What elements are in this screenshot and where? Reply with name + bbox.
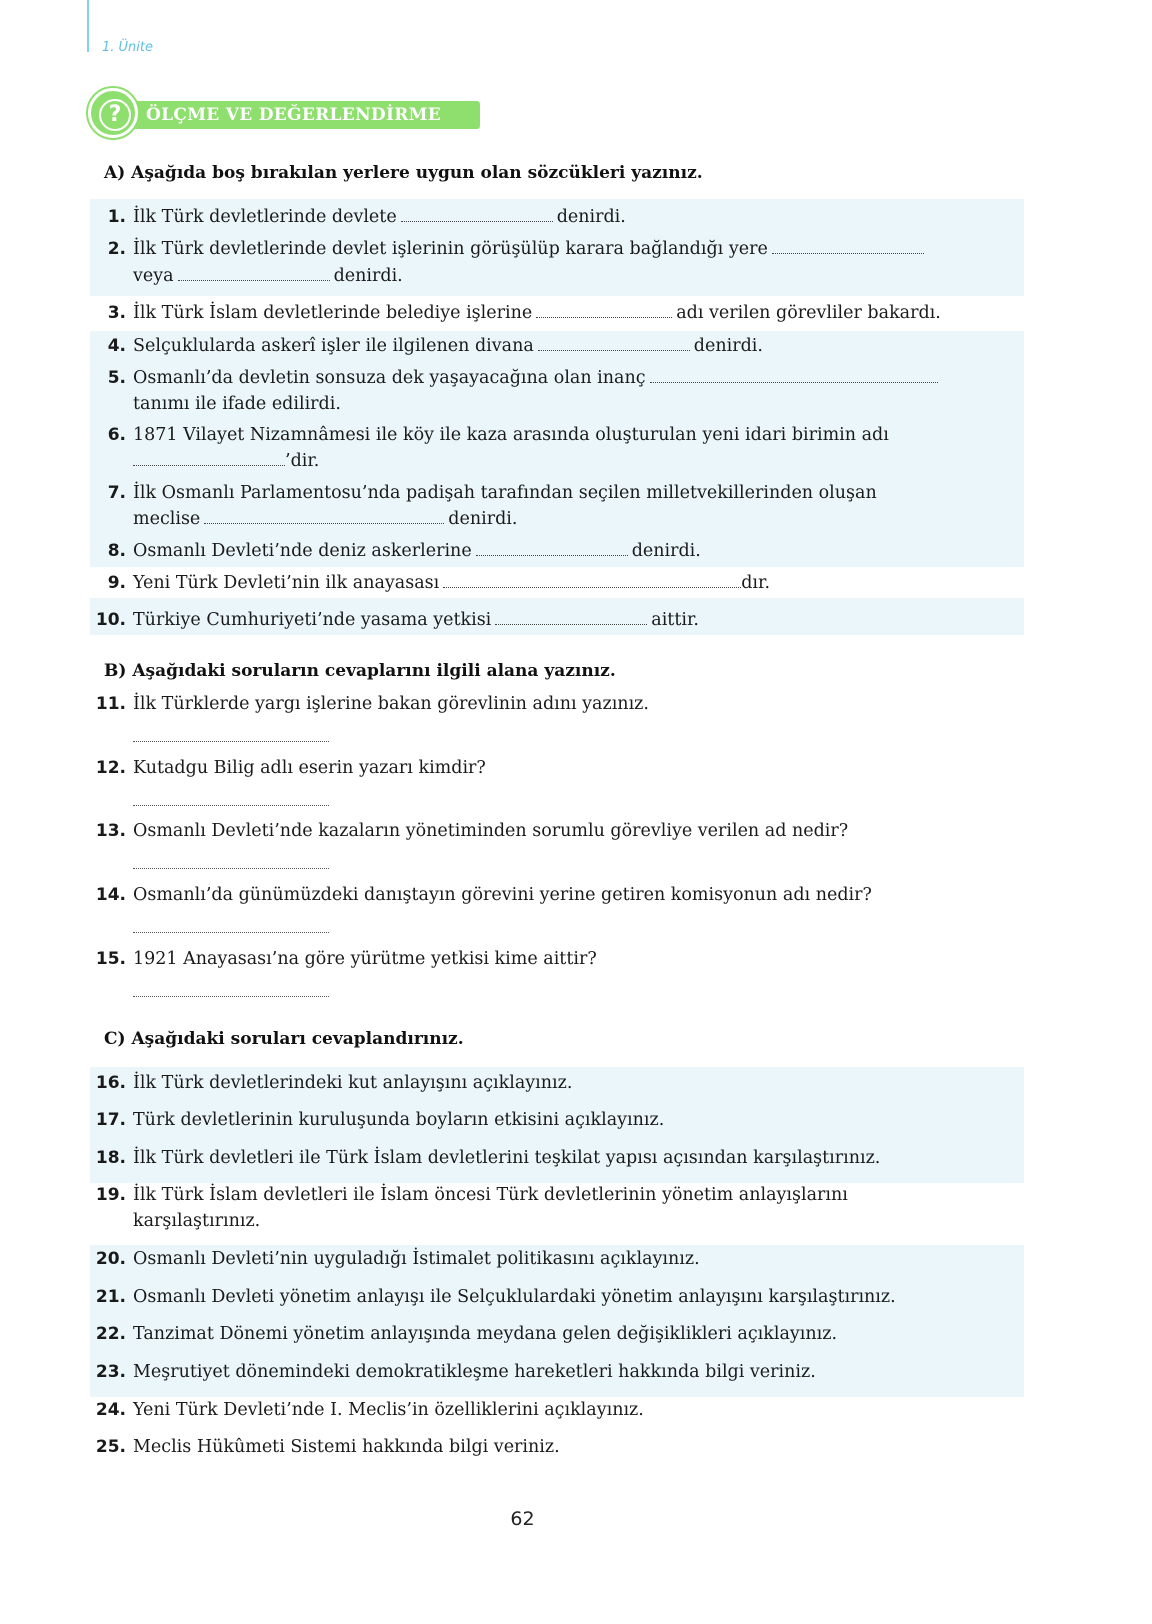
question-text: Meşrutiyet dönemindeki demokratikleşme hareketleri hakkında bilgi veriniz. (133, 1362, 816, 1382)
answer-line[interactable] (133, 930, 329, 933)
question-number: 23. (95, 1362, 126, 1382)
question-text: Yeni Türk Devleti’nde I. Meclis’in özelliklerini açıklayınız. (133, 1400, 644, 1420)
question-number: 9. (107, 573, 126, 593)
question-text: tanımı ile ifade edilirdi. (133, 394, 341, 414)
answer-line[interactable] (133, 866, 329, 869)
question-text: denirdi. (693, 336, 763, 356)
question-text: ’dir. (285, 451, 320, 471)
question-number: 17. (95, 1110, 126, 1130)
answer-line[interactable] (133, 739, 329, 742)
question-text: İlk Türk devletlerindeki kut anlayışını açıklayınız. (133, 1073, 573, 1093)
question-number: 24. (95, 1400, 126, 1420)
question-number: 13. (95, 821, 126, 841)
question-text: Yeni Türk Devleti’nin ilk anayasası (133, 573, 440, 593)
section-a-heading: A) Aşağıda boş bırakılan yerlere uygun olan sözcükleri yazınız. (104, 163, 703, 183)
question-text: İlk Türklerde yargı işlerine bakan görevlinin adını yazınız. (133, 694, 649, 714)
question-number: 2. (107, 239, 126, 259)
question-text: Osmanlı Devleti’nin uyguladığı İstimalet politikasını açıklayınız. (133, 1249, 700, 1269)
question-text: denirdi. (333, 266, 403, 286)
question-text: adı verilen görevliler bakardı. (676, 303, 941, 323)
question-text: Osmanlı’da devletin sonsuza dek yaşayacağına olan inanç (133, 368, 646, 388)
question-mark-icon: ? (99, 99, 131, 131)
question-text: Meclis Hükûmeti Sistemi hakkında bilgi veriniz. (133, 1437, 560, 1457)
question-text: Osmanlı Devleti yönetim anlayışı ile Selçuklulardaki yönetim anlayışını karşılaştırınız. (133, 1287, 896, 1307)
question-text: Türk devletlerinin kuruluşunda boyların etkisini açıklayınız. (133, 1110, 665, 1130)
answer-line[interactable] (133, 994, 329, 997)
question-text: İlk Türk devletleri ile Türk İslam devletlerini teşkilat yapısı açısından karşılaştırınız. (133, 1148, 881, 1168)
question-text: İlk Türk İslam devletleri ile İslam öncesi Türk devletlerinin yönetim anlayışlarını (133, 1185, 848, 1205)
question-text: Türkiye Cumhuriyeti’nde yasama yetkisi (133, 610, 492, 630)
question-circle-icon (88, 88, 138, 138)
question-number: 22. (95, 1324, 126, 1344)
question-text: Tanzimat Dönemi yönetim anlayışında meydana gelen değişiklikleri açıklayınız. (133, 1324, 838, 1344)
section-banner (88, 88, 488, 140)
question-text: Kutadgu Bilig adlı eserin yazarı kimdir? (133, 758, 486, 778)
answer-line[interactable] (133, 803, 329, 806)
question-number: 7. (107, 483, 126, 503)
question-number: 10. (95, 610, 126, 630)
question-number: 15. (95, 949, 126, 969)
question-text: denirdi. (448, 509, 518, 529)
question-text: Osmanlı Devleti’nde kazaların yönetiminden sorumlu görevliye verilen ad nedir? (133, 821, 849, 841)
answer-blank[interactable] (401, 205, 553, 222)
question-number: 18. (95, 1148, 126, 1168)
question-number: 4. (107, 336, 126, 356)
question-text: karşılaştırınız. (133, 1211, 261, 1231)
question-text: 1921 Anayasası’na göre yürütme yetkisi kime aittir? (133, 949, 597, 969)
question-text: meclise (133, 509, 201, 529)
question-number: 12. (95, 758, 126, 778)
question-text: dır. (741, 573, 771, 593)
question-number: 16. (95, 1073, 126, 1093)
margin-line (87, 0, 89, 52)
question-text: İlk Türk İslam devletlerinde belediye işlerine (133, 303, 533, 323)
question-number: 6. (107, 425, 126, 445)
answer-blank[interactable] (133, 449, 285, 466)
question-text: 1871 Vilayet Nizamnâmesi ile köy ile kaza arasında oluşturulan yeni idari birimin adı (133, 425, 889, 445)
banner-title: ÖLÇME VE DEĞERLENDİRME (146, 105, 442, 125)
question-text: aittir. (651, 610, 699, 630)
question-text: İlk Türk devletlerinde devlete (133, 207, 397, 227)
answer-blank[interactable] (495, 608, 647, 625)
answer-blank[interactable] (536, 301, 672, 318)
answer-blank[interactable] (538, 334, 690, 351)
answer-blank[interactable] (772, 237, 924, 254)
answer-blank[interactable] (178, 264, 330, 281)
answer-blank[interactable] (443, 571, 741, 588)
question-text: Osmanlı’da günümüzdeki danıştayın görevini yerine getiren komisyonun adı nedir? (133, 885, 872, 905)
question-number: 20. (95, 1249, 126, 1269)
answer-blank[interactable] (204, 507, 444, 524)
question-text: İlk Türk devletlerinde devlet işlerinin görüşülüp karara bağlandığı yere (133, 239, 768, 259)
answer-blank[interactable] (476, 539, 628, 556)
page-number: 62 (510, 1508, 535, 1530)
question-number: 11. (95, 694, 126, 714)
question-text: İlk Osmanlı Parlamentosu’nda padişah tarafından seçilen milletvekillerinden oluşan (133, 483, 877, 503)
question-text: Selçuklularda askerî işler ile ilgilenen divana (133, 336, 534, 356)
section-b-heading: B) Aşağıdaki soruların cevaplarını ilgili alana yazınız. (104, 661, 616, 681)
question-number: 8. (107, 541, 126, 561)
answer-blank[interactable] (650, 366, 938, 383)
section-c-heading: C) Aşağıdaki soruları cevaplandırınız. (104, 1029, 464, 1049)
question-number: 25. (95, 1437, 126, 1457)
question-number: 21. (95, 1287, 126, 1307)
question-text: denirdi. (556, 207, 626, 227)
question-number: 5. (107, 368, 126, 388)
question-number: 3. (107, 303, 126, 323)
question-text: veya (133, 266, 174, 286)
question-text: Osmanlı Devleti’nde deniz askerlerine (133, 541, 472, 561)
question-number: 1. (107, 207, 126, 227)
question-number: 19. (95, 1185, 126, 1205)
question-text: denirdi. (631, 541, 701, 561)
unit-label: 1. Ünite (102, 40, 153, 55)
question-number: 14. (95, 885, 126, 905)
